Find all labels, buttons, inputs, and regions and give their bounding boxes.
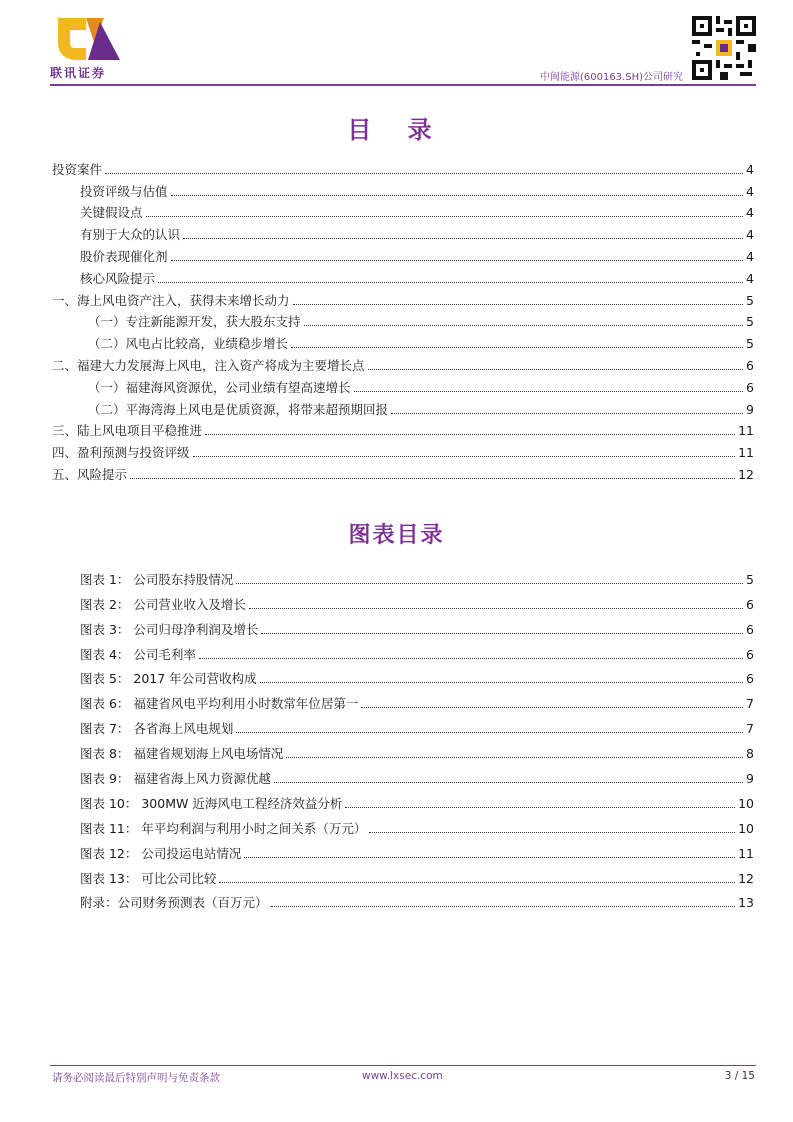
dot-leader: [219, 882, 735, 883]
figure-entry-page: 10: [738, 795, 754, 811]
dot-leader: [271, 906, 736, 907]
figure-entry-page: 10: [738, 820, 754, 836]
dot-leader: [236, 583, 743, 584]
toc-entry[interactable]: [52, 461, 754, 483]
footer-website-link[interactable]: www.lxsec.com: [362, 1070, 443, 1082]
figure-entry[interactable]: [52, 787, 754, 812]
figure-entry[interactable]: [52, 687, 754, 712]
figures-list: [52, 563, 754, 911]
company-logo: [52, 12, 122, 64]
dot-leader: [304, 325, 743, 326]
qr-code-icon: [692, 16, 756, 80]
figure-entry-page: 11: [738, 845, 754, 861]
toc-entry[interactable]: [52, 439, 754, 461]
toc-entry-page: 5: [746, 336, 754, 352]
figure-entry-page: 7: [746, 721, 754, 737]
toc-entry-page: 4: [746, 227, 754, 243]
toc-entry[interactable]: [52, 418, 754, 440]
figure-entry-label: 图表 8： 福建省规划海上风电场情况: [80, 746, 284, 762]
dot-leader: [391, 413, 743, 414]
dot-leader: [291, 347, 743, 348]
toc-entry[interactable]: [52, 221, 754, 243]
figure-entry[interactable]: [52, 862, 754, 887]
header-divider: [50, 84, 756, 86]
dot-leader: [171, 195, 743, 196]
figure-entry-page: 6: [746, 596, 754, 612]
dot-leader: [345, 807, 735, 808]
figure-entry-label: 图表 4： 公司毛利率: [80, 646, 196, 662]
toc-entry-page: 5: [746, 314, 754, 330]
dot-leader: [369, 832, 735, 833]
figure-entry[interactable]: [52, 737, 754, 762]
figure-entry[interactable]: [52, 837, 754, 862]
dot-leader: [244, 857, 735, 858]
dot-leader: [183, 238, 743, 239]
figure-entry[interactable]: [52, 663, 754, 688]
figure-entry-label: 图表 9： 福建省海上风力资源优越: [80, 771, 271, 787]
figure-entry-label: 图表 10： 300MW 近海风电工程经济效益分析: [80, 795, 343, 811]
toc-entry-page: 4: [746, 205, 754, 221]
figures-title: 图表目录: [348, 522, 445, 548]
figure-entry-label: 图表 12： 公司投运电站情况: [80, 845, 242, 861]
figure-entry-page: 6: [746, 646, 754, 662]
toc-entry[interactable]: [52, 352, 754, 374]
figure-entry-page: 13: [738, 895, 754, 911]
toc-entry-page: 12: [738, 466, 754, 482]
toc-entry-label: 关键假设点: [80, 205, 143, 221]
dot-leader: [199, 658, 743, 659]
dot-leader: [130, 478, 735, 479]
dot-leader: [293, 304, 743, 305]
toc-entry-page: 11: [738, 445, 754, 461]
toc-entry-label: 四、盈利预测与投资评级: [52, 445, 190, 461]
footer-disclaimer[interactable]: 请务必阅读最后特别声明与免责条款: [52, 1072, 220, 1084]
figure-entry[interactable]: [52, 887, 754, 912]
toc-entry-label: 投资案件: [52, 161, 103, 177]
figure-entry[interactable]: [52, 812, 754, 837]
toc-entry[interactable]: [52, 265, 754, 287]
dot-leader: [260, 682, 743, 683]
toc-entry-page: 5: [746, 292, 754, 308]
dot-leader: [236, 732, 743, 733]
figure-entry-page: 7: [746, 696, 754, 712]
figure-entry-label: 图表 13： 可比公司比较: [80, 870, 217, 886]
figure-entry-page: 8: [746, 746, 754, 762]
dot-leader: [286, 757, 743, 758]
toc-entry-page: 9: [746, 401, 754, 417]
dot-leader: [368, 369, 743, 370]
toc-entry[interactable]: [52, 287, 754, 309]
figure-entry[interactable]: [52, 588, 754, 613]
toc-entry-label: 有别于大众的认识: [80, 227, 181, 243]
toc-entry-label: 二、福建大力发展海上风电，注入资产将成为主要增长点: [52, 357, 365, 373]
figure-entry-label: 图表 1： 公司股东持股情况: [80, 571, 234, 587]
toc-entry-label: （一）专注新能源开发，获大股东支持: [88, 314, 301, 330]
toc-entry-label: 一、海上风电资产注入，获得未来增长动力: [52, 292, 290, 308]
toc-entry-page: 11: [738, 423, 754, 439]
figure-entry-label: 图表 3： 公司归母净利润及增长: [80, 621, 259, 637]
toc-entry[interactable]: [52, 156, 754, 178]
toc-entry-page: 4: [746, 183, 754, 199]
toc-entry-label: （二）风电占比较高，业绩稳步增长: [88, 336, 289, 352]
toc-entry[interactable]: [52, 309, 754, 331]
dot-leader: [261, 633, 743, 634]
dot-leader: [249, 608, 743, 609]
figure-entry-label: 图表 6： 福建省风电平均利用小时数常年位居第一: [80, 696, 359, 712]
toc-title: 目 录: [347, 115, 446, 144]
toc-entry-label: 股价表现催化剂: [80, 248, 168, 264]
figure-entry-page: 12: [738, 870, 754, 886]
toc-entry-page: 4: [746, 248, 754, 264]
page-header: [0, 0, 793, 90]
toc-entry[interactable]: [52, 200, 754, 222]
report-line: 中闽能源(600163.SH)公司研究: [539, 72, 683, 83]
footer-divider: [50, 1065, 756, 1066]
toc-entry-label: 五、风险提示: [52, 466, 128, 482]
toc-entry-page: 4: [746, 270, 754, 286]
figure-entry[interactable]: [52, 638, 754, 663]
figure-entry-label: 图表 5： 2017 年公司营收构成: [80, 671, 257, 687]
toc-entry[interactable]: [52, 330, 754, 352]
figure-entry-page: 6: [746, 621, 754, 637]
toc-entry-label: 核心风险提示: [80, 270, 156, 286]
figure-entry-label: 图表 11： 年平均利润与利用小时之间关系（万元）: [80, 820, 367, 836]
toc-entry-label: （二）平海湾海上风电是优质资源，将带来超预期回报: [88, 401, 389, 417]
logo-text: 联讯证券: [50, 66, 107, 80]
figure-entry[interactable]: [52, 712, 754, 737]
figure-entry-page: 9: [746, 771, 754, 787]
toc-entry-page: 4: [746, 161, 754, 177]
dot-leader: [105, 173, 743, 174]
figure-entry[interactable]: [52, 563, 754, 588]
footer-page-number: 3 / 15: [724, 1070, 755, 1082]
dot-leader: [158, 282, 743, 283]
toc-entry-label: 三、陆上风电项目平稳推进: [52, 423, 203, 439]
toc-entry[interactable]: [52, 374, 754, 396]
toc-entry[interactable]: [52, 396, 754, 418]
toc-entry[interactable]: [52, 243, 754, 265]
toc-entry-label: 投资评级与估值: [80, 183, 168, 199]
figure-entry[interactable]: [52, 762, 754, 787]
dot-leader: [361, 707, 743, 708]
dot-leader: [354, 391, 743, 392]
toc-entry-label: （一）福建海风资源优，公司业绩有望高速增长: [88, 379, 351, 395]
dot-leader: [193, 456, 736, 457]
figure-entry[interactable]: [52, 613, 754, 638]
dot-leader: [171, 260, 743, 261]
toc-entry-page: 6: [746, 357, 754, 373]
figure-entry-label: 图表 7： 各省海上风电规划: [80, 721, 234, 737]
figure-entry-label: 图表 2： 公司营业收入及增长: [80, 596, 246, 612]
toc-entry-page: 6: [746, 379, 754, 395]
dot-leader: [274, 782, 743, 783]
figure-entry-label: 附录：公司财务预测表（百万元）: [80, 895, 268, 911]
toc-entry[interactable]: [52, 178, 754, 200]
figure-entry-page: 5: [746, 571, 754, 587]
figure-entry-page: 6: [746, 671, 754, 687]
toc-list: [52, 156, 754, 483]
dot-leader: [146, 216, 743, 217]
dot-leader: [205, 434, 735, 435]
